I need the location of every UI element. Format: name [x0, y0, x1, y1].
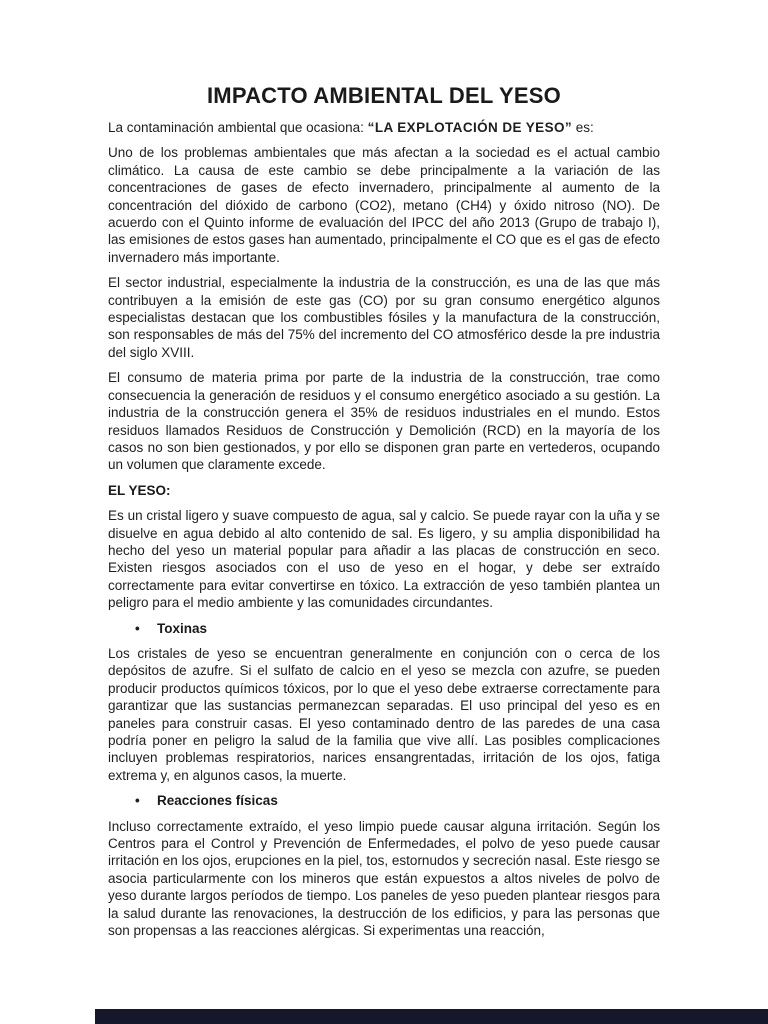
bullet-item-reacciones-fisicas	[108, 792, 660, 809]
paragraph-sector-industrial: El sector industrial, especialmente la industria de la construcción, es una de las que más contribuyen a la emisión de este gas (CO) por su gran consumo energético algunos especialistas destacan que los combustibles fósiles y la manufactura de la construcción, son responsables de más del 75% del incremento del CO atmosférico desde la pre industria del siglo XVIII.	[108, 275, 660, 360]
page-title: IMPACTO AMBIENTAL DEL YESO	[207, 83, 561, 108]
document-content	[108, 84, 660, 947]
paragraph-descripcion-yeso: Es un cristal ligero y suave compuesto de agua, sal y calcio. Se puede rayar con la uña y se disuelve en agua debido al alto contenido de sal. Es ligero, y su amplia disponibilidad ha hecho del yeso un material popular para añadir a las placas de construcción en seco. Existen riesgos asociados con el uso de yeso en el hogar, y debe ser extraído correctamente para evitar convertirse en tóxico. La extracción de yeso también plantea un peligro para el medio ambiente y las comunidades circundantes.	[108, 508, 660, 611]
bullet-label-toxinas: Toxinas	[157, 620, 208, 636]
paragraph-toxinas: Los cristales de yeso se encuentran generalmente en conjunción con o cerca de los depósitos de azufre. Si el sulfato de calcio en el yeso se mezcla con azufre, se pueden producir productos químicos tóxicos, por lo que el yeso debe extraerse correctamente para garantizar que las sustancias permanezcan separadas. El uso principal del yeso es en paneles para construir casas. El yeso contaminado dentro de las paredes de una casa podría poner en peligro la salud de la familia que vive allí. Las posibles complicaciones incluyen problemas respiratorios, narices ensangrentadas, irritación de los ojos, fatiga extrema y, en algunos casos, la muerte.	[108, 645, 660, 783]
intro-suffix: es:	[572, 120, 594, 135]
intro-prefix: La contaminación ambiental que ocasiona:	[108, 120, 368, 135]
bullet-icon: •	[135, 793, 140, 809]
intro-line	[108, 119, 660, 136]
intro-emphasis-bold: “LA EXPLOTACIÓN DE YESO”	[367, 120, 573, 135]
section-heading-el-yeso: EL YESO:	[108, 482, 171, 498]
bullet-item-toxinas	[108, 620, 660, 637]
paragraph-residuos-construccion: El consumo de materia prima por parte de la industria de la construcción, trae como consecuencia la generación de residuos y el consumo energético asociado a su gestión. La industria de la construcción genera el 35% de residuos industriales en el mundo. Estos residuos llamados Residuos de Construcción y Demolición (RCD) en la mayoría de los casos no son bien gestionados, y por ello se disponen gran parte en vertederos, ocupando un volumen que claramente excede.	[108, 370, 660, 473]
paragraph-cambio-climatico: Uno de los problemas ambientales que más afectan a la sociedad es el actual cambio climático. La causa de este cambio se debe principalmente a la variación de las concentraciones de gases de efecto invernadero, principalmente al aumento de la concentración del dióxido de carbono (CO2), metano (CH4) y óxido nitroso (NO). De acuerdo con el Quinto informe de evaluación del IPCC del año 2013 (Grupo de trabajo I), las emisiones de estos gases han aumentado, principalmente el CO que es el gas de efecto invernadero más importante.	[108, 145, 660, 265]
bullet-label-reacciones-fisicas: Reacciones físicas	[157, 793, 278, 809]
bullet-icon: •	[135, 620, 140, 636]
paragraph-reacciones-fisicas: Incluso correctamente extraído, el yeso limpio puede causar alguna irritación. Según los Centros para el Control y Prevención de Enfermedades, el polvo de yeso puede causar irritación en los ojos, erupciones en la piel, tos, estornudos y secreción nasal. Este riesgo se asocia particularmente con los mineros que están expuestos a altos niveles de polvo de yeso durante largos períodos de tiempo. Los paneles de yeso pueden plantear riesgos para la salud durante las renovaciones, la destrucción de los edificios, y para las personas que son propensas a las reacciones alérgicas. Si experimentas una reacción,	[108, 818, 660, 939]
bottom-dark-bar	[95, 1009, 768, 1024]
